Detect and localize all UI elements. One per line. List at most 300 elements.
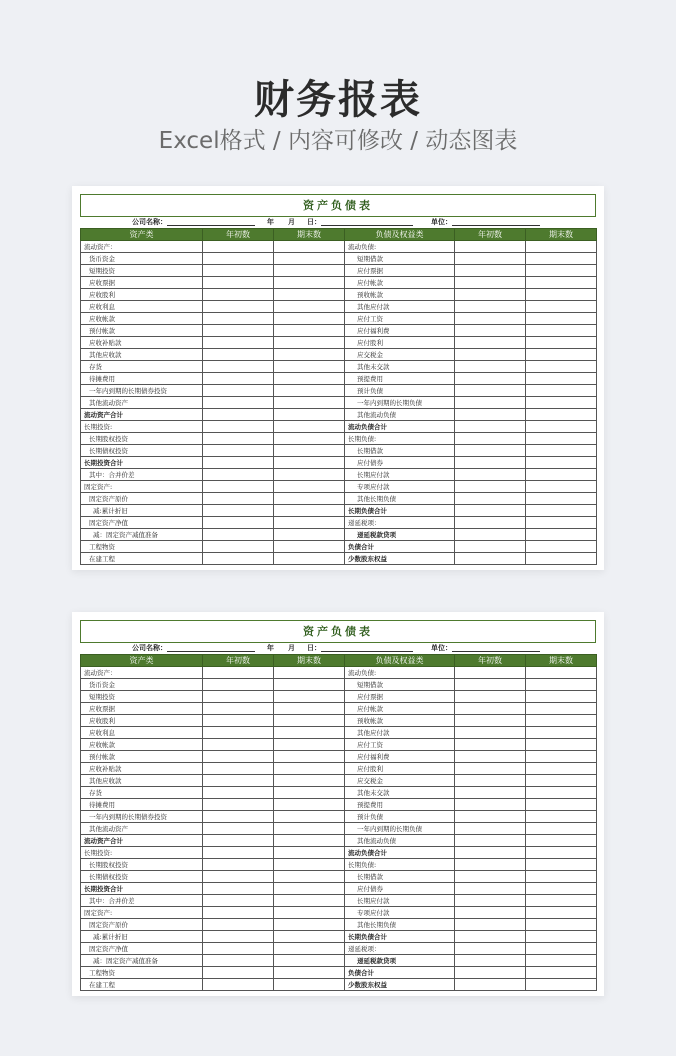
asset-closing-cell[interactable] [274,847,345,859]
table-row [81,541,597,553]
asset-opening-cell[interactable] [203,871,274,883]
asset-closing-cell[interactable] [274,715,345,727]
table-row [81,397,597,409]
asset-opening-cell[interactable] [203,895,274,907]
asset-opening-cell[interactable] [203,337,274,349]
asset-opening-cell[interactable] [203,373,274,385]
liability-closing-cell[interactable] [526,349,597,361]
asset-item-label: 应收股利 [81,289,203,301]
asset-opening-cell[interactable] [203,445,274,457]
asset-opening-cell[interactable] [203,409,274,421]
table-row [81,703,597,715]
liability-opening-cell[interactable] [455,481,526,493]
liability-opening-cell[interactable] [455,715,526,727]
liability-closing-cell[interactable] [526,703,597,715]
liability-item-label: 短期借款 [345,253,455,265]
liability-closing-cell[interactable] [526,337,597,349]
liability-opening-cell[interactable] [455,505,526,517]
table-row [81,727,597,739]
liability-item-label: 长期借款 [345,871,455,883]
liability-closing-cell[interactable] [526,253,597,265]
asset-opening-cell[interactable] [203,505,274,517]
asset-opening-cell[interactable] [203,883,274,895]
sheet-preview-1 [72,186,604,570]
company-field[interactable] [167,643,255,652]
liability-opening-cell[interactable] [455,349,526,361]
asset-closing-cell[interactable] [274,301,345,313]
liability-closing-cell[interactable] [526,943,597,955]
liability-item-label: 应付票据 [345,265,455,277]
table-row [81,979,597,991]
liability-closing-cell[interactable] [526,955,597,967]
asset-closing-cell[interactable] [274,289,345,301]
asset-closing-cell[interactable] [274,253,345,265]
asset-opening-cell[interactable] [203,397,274,409]
table-row [81,679,597,691]
balance-sheet [80,620,596,991]
table-header-row [81,229,597,241]
liability-closing-cell[interactable] [526,241,597,253]
asset-closing-cell[interactable] [274,433,345,445]
liability-item-label: 少数股东权益 [345,979,455,991]
liability-opening-cell[interactable] [455,409,526,421]
asset-opening-cell[interactable] [203,847,274,859]
liability-closing-cell[interactable] [526,421,597,433]
asset-opening-cell[interactable] [203,703,274,715]
asset-item-label: 流动资产合计 [81,409,203,421]
asset-opening-cell[interactable] [203,253,274,265]
asset-closing-cell[interactable] [274,703,345,715]
asset-opening-cell[interactable] [203,421,274,433]
asset-closing-cell[interactable] [274,739,345,751]
liability-opening-cell[interactable] [455,823,526,835]
liability-closing-cell[interactable] [526,265,597,277]
asset-closing-cell[interactable] [274,859,345,871]
asset-closing-cell[interactable] [274,967,345,979]
table-row [81,385,597,397]
asset-opening-cell[interactable] [203,241,274,253]
asset-closing-cell[interactable] [274,553,345,565]
liability-item-label: 其他长期负债 [345,919,455,931]
liability-item-label: 应交税金 [345,775,455,787]
asset-closing-cell[interactable] [274,457,345,469]
asset-opening-cell[interactable] [203,301,274,313]
unit-field[interactable] [452,643,540,652]
liability-closing-cell[interactable] [526,553,597,565]
liability-opening-cell[interactable] [455,493,526,505]
asset-closing-cell[interactable] [274,727,345,739]
liability-opening-cell[interactable] [455,835,526,847]
liability-opening-cell[interactable] [455,361,526,373]
asset-closing-cell[interactable] [274,955,345,967]
liability-closing-cell[interactable] [526,385,597,397]
asset-closing-cell[interactable] [274,277,345,289]
liability-closing-cell[interactable] [526,763,597,775]
liability-closing-cell[interactable] [526,517,597,529]
liability-item-label: 递延税项： [345,943,455,955]
liability-opening-cell[interactable] [455,265,526,277]
liability-item-label: 预提费用 [345,799,455,811]
asset-opening-cell[interactable] [203,739,274,751]
asset-opening-cell[interactable] [203,907,274,919]
asset-opening-cell[interactable] [203,943,274,955]
liability-item-label: 专项应付款 [345,907,455,919]
liability-opening-cell[interactable] [455,553,526,565]
asset-closing-cell[interactable] [274,517,345,529]
asset-closing-cell[interactable] [274,979,345,991]
asset-opening-cell[interactable] [203,835,274,847]
liability-closing-cell[interactable] [526,727,597,739]
liability-opening-cell[interactable] [455,979,526,991]
asset-opening-cell[interactable] [203,289,274,301]
asset-item-label: 减:累计折旧 [81,931,203,943]
asset-opening-cell[interactable] [203,751,274,763]
liability-opening-cell[interactable] [455,895,526,907]
liability-opening-cell[interactable] [455,907,526,919]
asset-opening-cell[interactable] [203,919,274,931]
asset-closing-cell[interactable] [274,763,345,775]
liability-closing-cell[interactable] [526,967,597,979]
liability-opening-cell[interactable] [455,739,526,751]
liability-closing-cell[interactable] [526,397,597,409]
liability-closing-cell[interactable] [526,919,597,931]
liability-opening-cell[interactable] [455,871,526,883]
asset-item-label: 应收利息 [81,727,203,739]
liability-closing-cell[interactable] [526,691,597,703]
asset-closing-cell[interactable] [274,919,345,931]
page-subtitle: Excel格式 / 内容可修改 / 动态图表 [158,128,518,154]
liability-closing-cell[interactable] [526,979,597,991]
liability-item-label: 预提费用 [345,373,455,385]
page-title: 财务报表 [254,77,422,123]
col-header-liabilities: 负债及权益类 [345,655,455,667]
asset-opening-cell[interactable] [203,787,274,799]
col-header-closing: 期末数 [526,655,597,667]
liability-closing-cell[interactable] [526,445,597,457]
col-header-opening: 年初数 [203,655,274,667]
liability-closing-cell[interactable] [526,775,597,787]
liability-opening-cell[interactable] [455,763,526,775]
liability-opening-cell[interactable] [455,241,526,253]
liability-item-label: 专项应付款 [345,481,455,493]
asset-opening-cell[interactable] [203,691,274,703]
asset-closing-cell[interactable] [274,385,345,397]
liability-opening-cell[interactable] [455,277,526,289]
liability-opening-cell[interactable] [455,529,526,541]
asset-opening-cell[interactable] [203,349,274,361]
liability-closing-cell[interactable] [526,433,597,445]
liability-closing-cell[interactable] [526,739,597,751]
table-row [81,775,597,787]
asset-item-label: 应收票据 [81,277,203,289]
liability-closing-cell[interactable] [526,481,597,493]
liability-closing-cell[interactable] [526,811,597,823]
liability-opening-cell[interactable] [455,301,526,313]
asset-opening-cell[interactable] [203,517,274,529]
unit-field[interactable] [452,217,540,226]
liability-opening-cell[interactable] [455,883,526,895]
asset-opening-cell[interactable] [203,859,274,871]
liability-opening-cell[interactable] [455,751,526,763]
liability-opening-cell[interactable] [455,469,526,481]
liability-opening-cell[interactable] [455,433,526,445]
liability-opening-cell[interactable] [455,931,526,943]
table-row [81,445,597,457]
liability-closing-cell[interactable] [526,457,597,469]
liability-opening-cell[interactable] [455,775,526,787]
asset-closing-cell[interactable] [274,313,345,325]
liability-opening-cell[interactable] [455,397,526,409]
liability-closing-cell[interactable] [526,469,597,481]
asset-item-label: 长期股权投资 [81,859,203,871]
asset-item-label: 减：固定资产减值准备 [81,955,203,967]
liability-closing-cell[interactable] [526,679,597,691]
liability-item-label: 应付债券 [345,457,455,469]
liability-closing-cell[interactable] [526,931,597,943]
liability-closing-cell[interactable] [526,667,597,679]
asset-opening-cell[interactable] [203,385,274,397]
liability-opening-cell[interactable] [455,253,526,265]
liability-opening-cell[interactable] [455,847,526,859]
asset-opening-cell[interactable] [203,811,274,823]
liability-opening-cell[interactable] [455,337,526,349]
liability-closing-cell[interactable] [526,529,597,541]
asset-item-label: 固定资产: [81,907,203,919]
liability-item-label: 其他流动负债 [345,409,455,421]
liability-opening-cell[interactable] [455,727,526,739]
table-row [81,847,597,859]
asset-opening-cell[interactable] [203,541,274,553]
liability-opening-cell[interactable] [455,457,526,469]
asset-closing-cell[interactable] [274,361,345,373]
liability-closing-cell[interactable] [526,289,597,301]
liability-closing-cell[interactable] [526,715,597,727]
liability-opening-cell[interactable] [455,799,526,811]
liability-opening-cell[interactable] [455,943,526,955]
table-row [81,481,597,493]
asset-item-label: 长期投资合计 [81,883,203,895]
asset-opening-cell[interactable] [203,955,274,967]
balance-table [80,654,597,991]
liability-opening-cell[interactable] [455,919,526,931]
asset-closing-cell[interactable] [274,835,345,847]
asset-closing-cell[interactable] [274,493,345,505]
col-header-opening: 年初数 [455,229,526,241]
liability-opening-cell[interactable] [455,517,526,529]
asset-opening-cell[interactable] [203,931,274,943]
liability-opening-cell[interactable] [455,445,526,457]
asset-item-label: 货币资金 [81,679,203,691]
liability-opening-cell[interactable] [455,373,526,385]
table-row [81,505,597,517]
asset-closing-cell[interactable] [274,541,345,553]
liability-opening-cell[interactable] [455,955,526,967]
asset-closing-cell[interactable] [274,751,345,763]
liability-item-label: 预计负债 [345,811,455,823]
liability-opening-cell[interactable] [455,313,526,325]
asset-item-label: 长期投资: [81,421,203,433]
asset-item-label: 其他应收款 [81,349,203,361]
date-field[interactable] [321,643,413,652]
table-row [81,787,597,799]
asset-opening-cell[interactable] [203,457,274,469]
asset-closing-cell[interactable] [274,481,345,493]
liability-opening-cell[interactable] [455,691,526,703]
asset-opening-cell[interactable] [203,775,274,787]
liability-closing-cell[interactable] [526,895,597,907]
asset-opening-cell[interactable] [203,469,274,481]
asset-closing-cell[interactable] [274,667,345,679]
asset-item-label: 减:累计折旧 [81,505,203,517]
liability-closing-cell[interactable] [526,325,597,337]
asset-closing-cell[interactable] [274,373,345,385]
year-label: 年 [267,218,274,226]
liability-item-label: 预收帐款 [345,289,455,301]
table-row [81,529,597,541]
asset-opening-cell[interactable] [203,433,274,445]
liability-opening-cell[interactable] [455,421,526,433]
liability-item-label: 其他应付款 [345,301,455,313]
asset-closing-cell[interactable] [274,349,345,361]
liability-closing-cell[interactable] [526,373,597,385]
asset-closing-cell[interactable] [274,325,345,337]
liability-opening-cell[interactable] [455,703,526,715]
asset-closing-cell[interactable] [274,469,345,481]
asset-opening-cell[interactable] [203,967,274,979]
table-row [81,277,597,289]
asset-closing-cell[interactable] [274,811,345,823]
asset-closing-cell[interactable] [274,691,345,703]
asset-opening-cell[interactable] [203,979,274,991]
liability-opening-cell[interactable] [455,967,526,979]
asset-closing-cell[interactable] [274,445,345,457]
liability-closing-cell[interactable] [526,493,597,505]
asset-opening-cell[interactable] [203,763,274,775]
liability-opening-cell[interactable] [455,667,526,679]
liability-opening-cell[interactable] [455,289,526,301]
asset-item-label: 应收利息 [81,301,203,313]
asset-closing-cell[interactable] [274,505,345,517]
asset-closing-cell[interactable] [274,265,345,277]
col-header-opening: 年初数 [455,655,526,667]
table-row [81,349,597,361]
liability-closing-cell[interactable] [526,409,597,421]
asset-opening-cell[interactable] [203,313,274,325]
liability-item-label: 应付股利 [345,763,455,775]
liability-closing-cell[interactable] [526,541,597,553]
asset-closing-cell[interactable] [274,799,345,811]
asset-closing-cell[interactable] [274,871,345,883]
asset-closing-cell[interactable] [274,241,345,253]
asset-opening-cell[interactable] [203,667,274,679]
asset-opening-cell[interactable] [203,727,274,739]
liability-closing-cell[interactable] [526,361,597,373]
asset-closing-cell[interactable] [274,529,345,541]
liability-closing-cell[interactable] [526,277,597,289]
asset-closing-cell[interactable] [274,337,345,349]
asset-item-label: 流动资产合计 [81,835,203,847]
asset-opening-cell[interactable] [203,529,274,541]
liability-opening-cell[interactable] [455,859,526,871]
asset-closing-cell[interactable] [274,883,345,895]
asset-opening-cell[interactable] [203,265,274,277]
liability-opening-cell[interactable] [455,787,526,799]
sheet-meta-row [80,217,596,228]
asset-item-label: 应收补贴款 [81,337,203,349]
liability-closing-cell[interactable] [526,787,597,799]
col-header-assets: 资产类 [81,229,203,241]
asset-opening-cell[interactable] [203,799,274,811]
asset-opening-cell[interactable] [203,493,274,505]
table-row [81,907,597,919]
liability-item-label: 长期负债合计 [345,931,455,943]
liability-closing-cell[interactable] [526,907,597,919]
liability-item-label: 流动负债: [345,241,455,253]
asset-closing-cell[interactable] [274,679,345,691]
asset-item-label: 一年内到期的长期债券投资 [81,385,203,397]
asset-closing-cell[interactable] [274,823,345,835]
asset-opening-cell[interactable] [203,277,274,289]
liability-opening-cell[interactable] [455,541,526,553]
asset-opening-cell[interactable] [203,553,274,565]
table-row [81,895,597,907]
liability-opening-cell[interactable] [455,811,526,823]
table-row [81,919,597,931]
balance-sheet [80,194,596,565]
liability-closing-cell[interactable] [526,859,597,871]
liability-item-label: 其他应付款 [345,727,455,739]
liability-closing-cell[interactable] [526,799,597,811]
liability-opening-cell[interactable] [455,325,526,337]
asset-opening-cell[interactable] [203,481,274,493]
asset-opening-cell[interactable] [203,823,274,835]
liability-closing-cell[interactable] [526,883,597,895]
asset-closing-cell[interactable] [274,943,345,955]
asset-item-label: 应收股利 [81,715,203,727]
liability-closing-cell[interactable] [526,301,597,313]
liability-opening-cell[interactable] [455,679,526,691]
asset-closing-cell[interactable] [274,421,345,433]
asset-opening-cell[interactable] [203,361,274,373]
date-field[interactable] [321,217,413,226]
asset-opening-cell[interactable] [203,325,274,337]
asset-closing-cell[interactable] [274,409,345,421]
asset-item-label: 在建工程 [81,553,203,565]
asset-closing-cell[interactable] [274,907,345,919]
liability-closing-cell[interactable] [526,505,597,517]
liability-closing-cell[interactable] [526,835,597,847]
liability-closing-cell[interactable] [526,847,597,859]
liability-item-label: 其他流动负债 [345,835,455,847]
asset-closing-cell[interactable] [274,397,345,409]
liability-closing-cell[interactable] [526,823,597,835]
liability-opening-cell[interactable] [455,385,526,397]
asset-opening-cell[interactable] [203,715,274,727]
asset-opening-cell[interactable] [203,679,274,691]
asset-item-label: 固定资产原价 [81,919,203,931]
company-field[interactable] [167,217,255,226]
asset-closing-cell[interactable] [274,895,345,907]
day-label: 日： [307,218,321,226]
asset-closing-cell[interactable] [274,775,345,787]
col-header-opening: 年初数 [203,229,274,241]
month-label: 月 [288,644,295,652]
liability-closing-cell[interactable] [526,871,597,883]
asset-closing-cell[interactable] [274,931,345,943]
asset-closing-cell[interactable] [274,787,345,799]
liability-closing-cell[interactable] [526,313,597,325]
liability-closing-cell[interactable] [526,751,597,763]
